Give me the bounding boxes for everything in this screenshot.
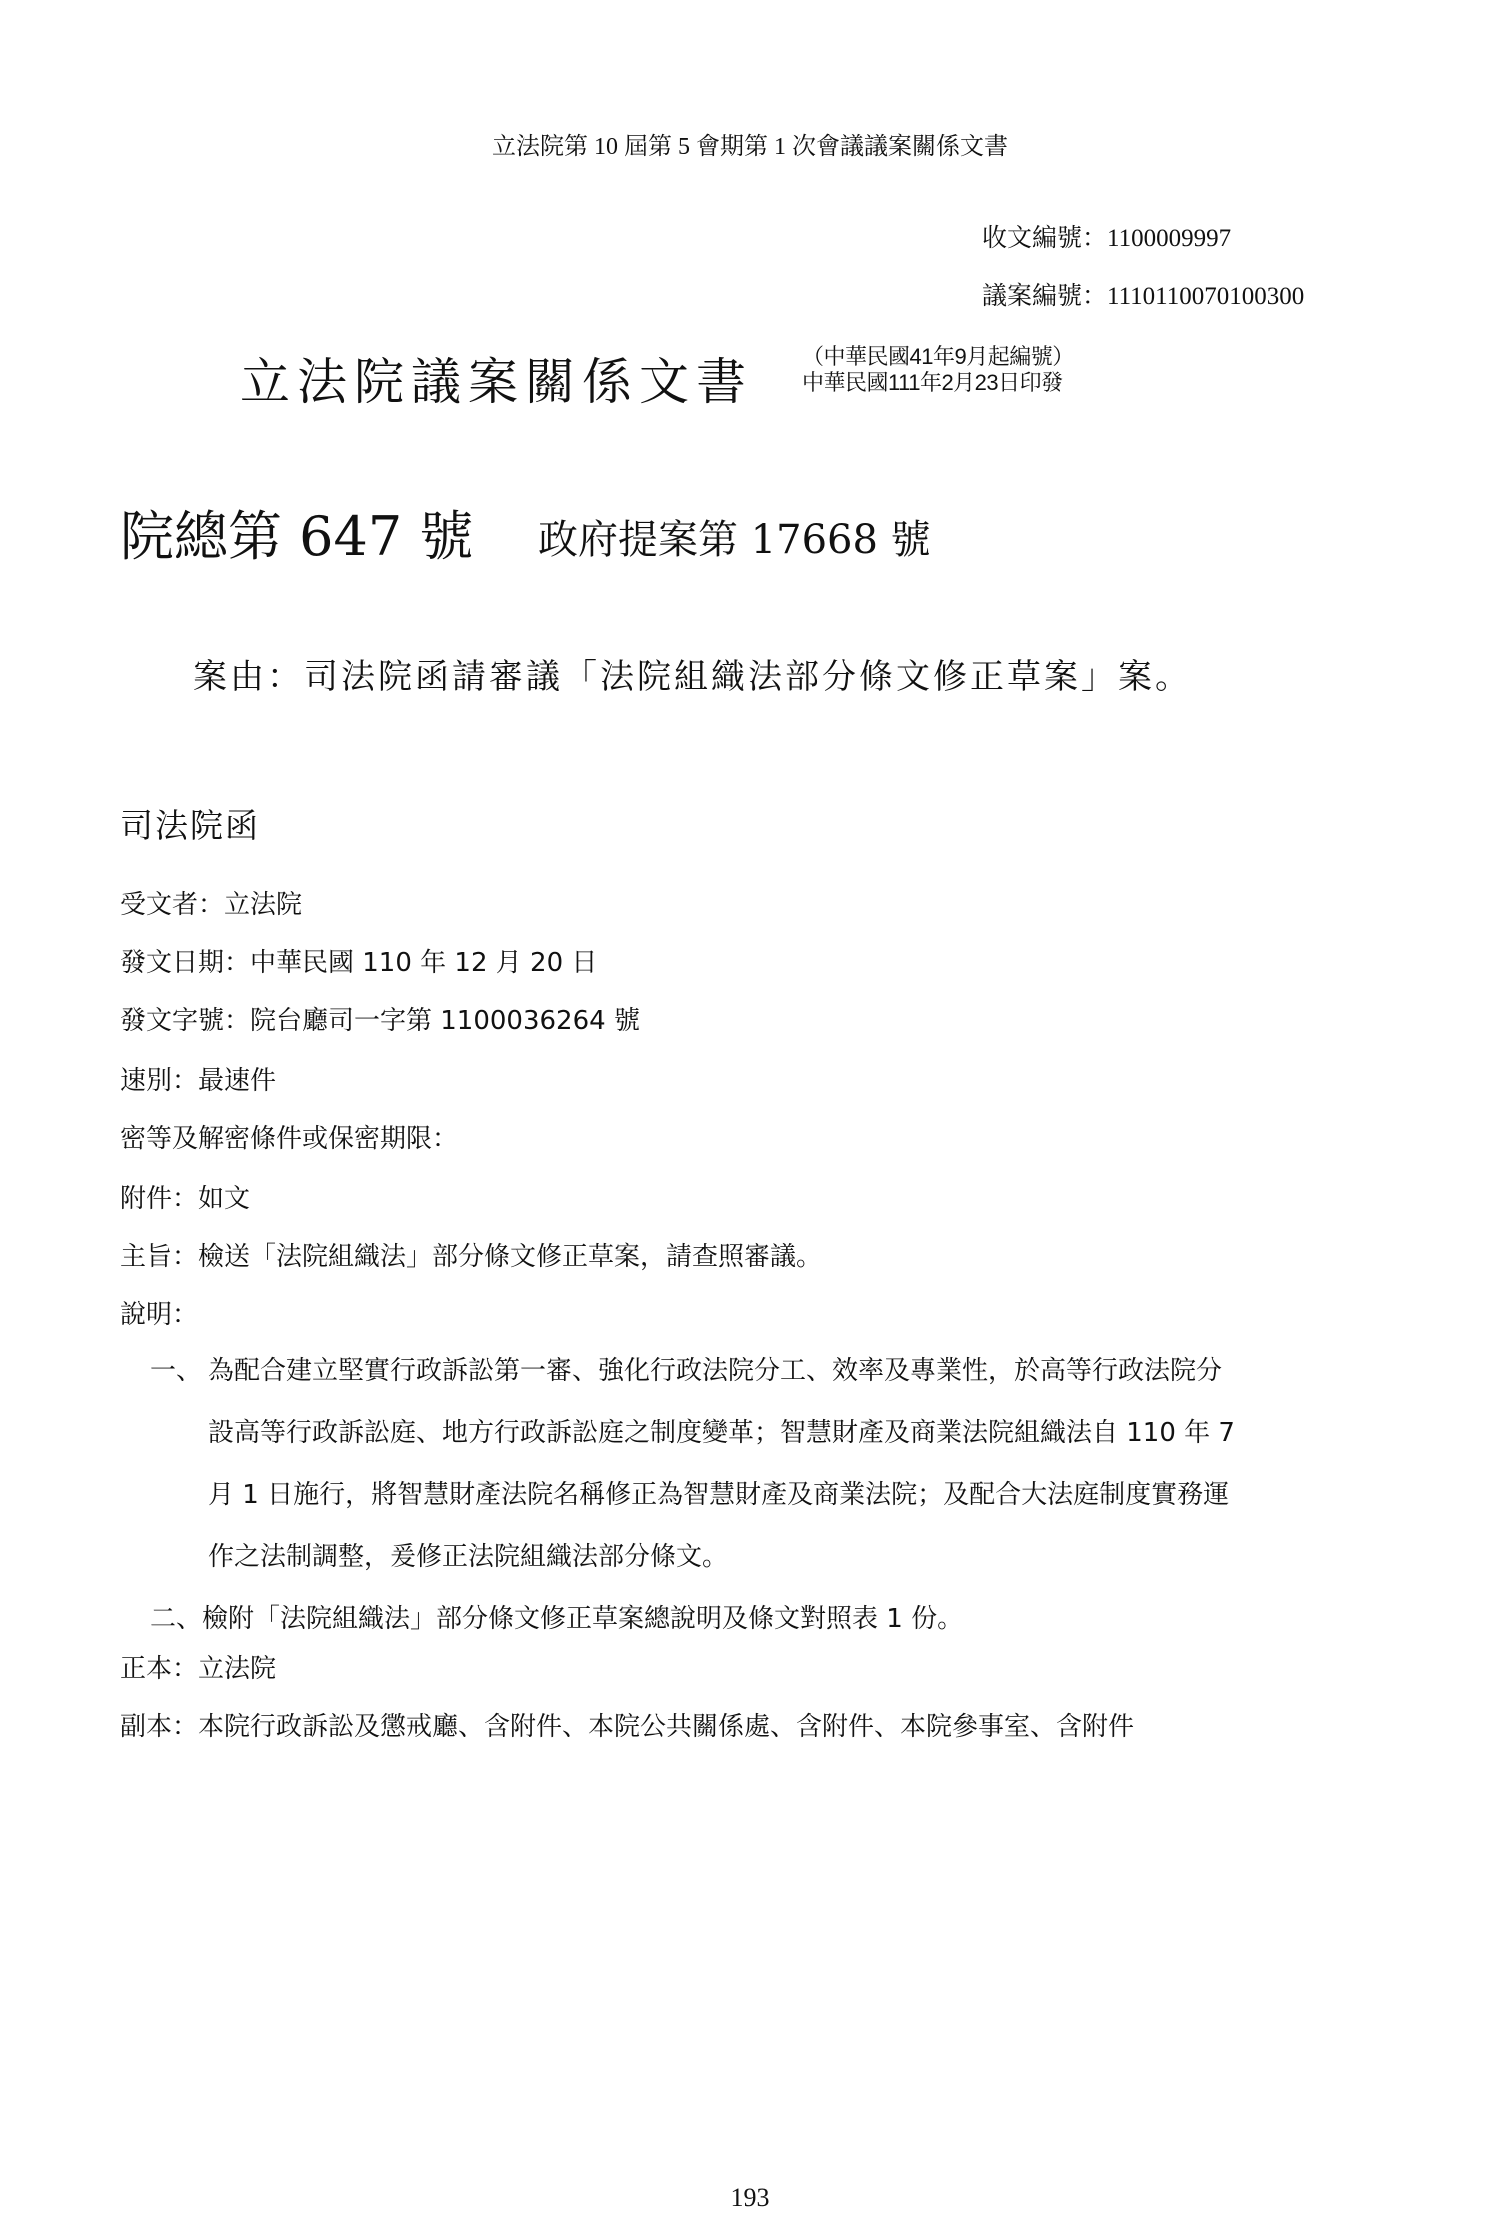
field-date: 發文日期：中華民國 110 年 12 月 20 日	[120, 948, 598, 978]
bill-numbering	[120, 494, 931, 571]
document-numbers	[982, 210, 1304, 326]
numbering-since: （中華民國41年9月起編號）	[802, 344, 1074, 369]
item-line: 設高等行政訴訟庭、地方行政訴訟庭之制度變革；智慧財產及商業法院組織法自 110 年 7	[208, 1418, 1235, 1448]
receipt-number: 收文編號：1100009997	[982, 225, 1232, 252]
item-line: 月 1 日施行，將智慧財產法院名稱修正為智慧財產及商業法院；及配合大法庭制度實務運	[208, 1480, 1230, 1510]
explanation-item-2	[150, 1588, 963, 1650]
field-speed: 速別：最速件	[120, 1066, 277, 1096]
page-number: 193	[730, 2183, 770, 2212]
field-explanation-label: 說明：	[120, 1300, 199, 1330]
item-text: 檢附「法院組織法」部分條文修正草案總說明及條文對照表 1 份。	[202, 1604, 964, 1634]
item-marker: 一、	[150, 1356, 203, 1386]
field-secrecy: 密等及解密條件或保密期限：	[120, 1124, 459, 1154]
letter-title: 司法院函	[120, 806, 260, 845]
document-issue-info	[802, 344, 1074, 396]
field-recipient: 受文者：立法院	[120, 890, 303, 920]
field-copy-cc: 副本：本院行政訴訟及懲戒廳、含附件、本院公共關係處、含附件、本院參事室、含附件	[120, 1712, 1135, 1742]
field-attachment: 附件：如文	[120, 1184, 251, 1214]
bill-number: 議案編號：1110110070100300	[982, 283, 1305, 310]
item-marker: 二、	[150, 1604, 203, 1634]
field-gist: 主旨：檢送「法院組織法」部分條文修正草案，請查照審議。	[120, 1242, 823, 1272]
field-copy-main: 正本：立法院	[120, 1654, 277, 1684]
item-line: 為配合建立堅實行政訴訟第一審、強化行政法院分工、效率及專業性，於高等行政法院分	[208, 1356, 1223, 1386]
running-header: 立法院第 10 屆第 5 會期第 1 次會議議案關係文書	[492, 134, 1008, 160]
item-line: 作之法制調整，爰修正法院組織法部分條文。	[208, 1542, 729, 1572]
general-number: 院總第 647 號	[120, 505, 474, 568]
case-subject: 案由：司法院函請審議「法院組織法部分條文修正草案」案。	[193, 657, 1192, 697]
document-title: 立法院議案關係文書	[240, 353, 753, 411]
item-body	[208, 1340, 1448, 1588]
field-reference-number: 發文字號：院台廳司一字第 1100036264 號	[120, 1006, 640, 1036]
government-proposal-number: 政府提案第 17668 號	[538, 517, 931, 563]
print-date: 中華民國111年2月23日印發	[802, 370, 1063, 395]
